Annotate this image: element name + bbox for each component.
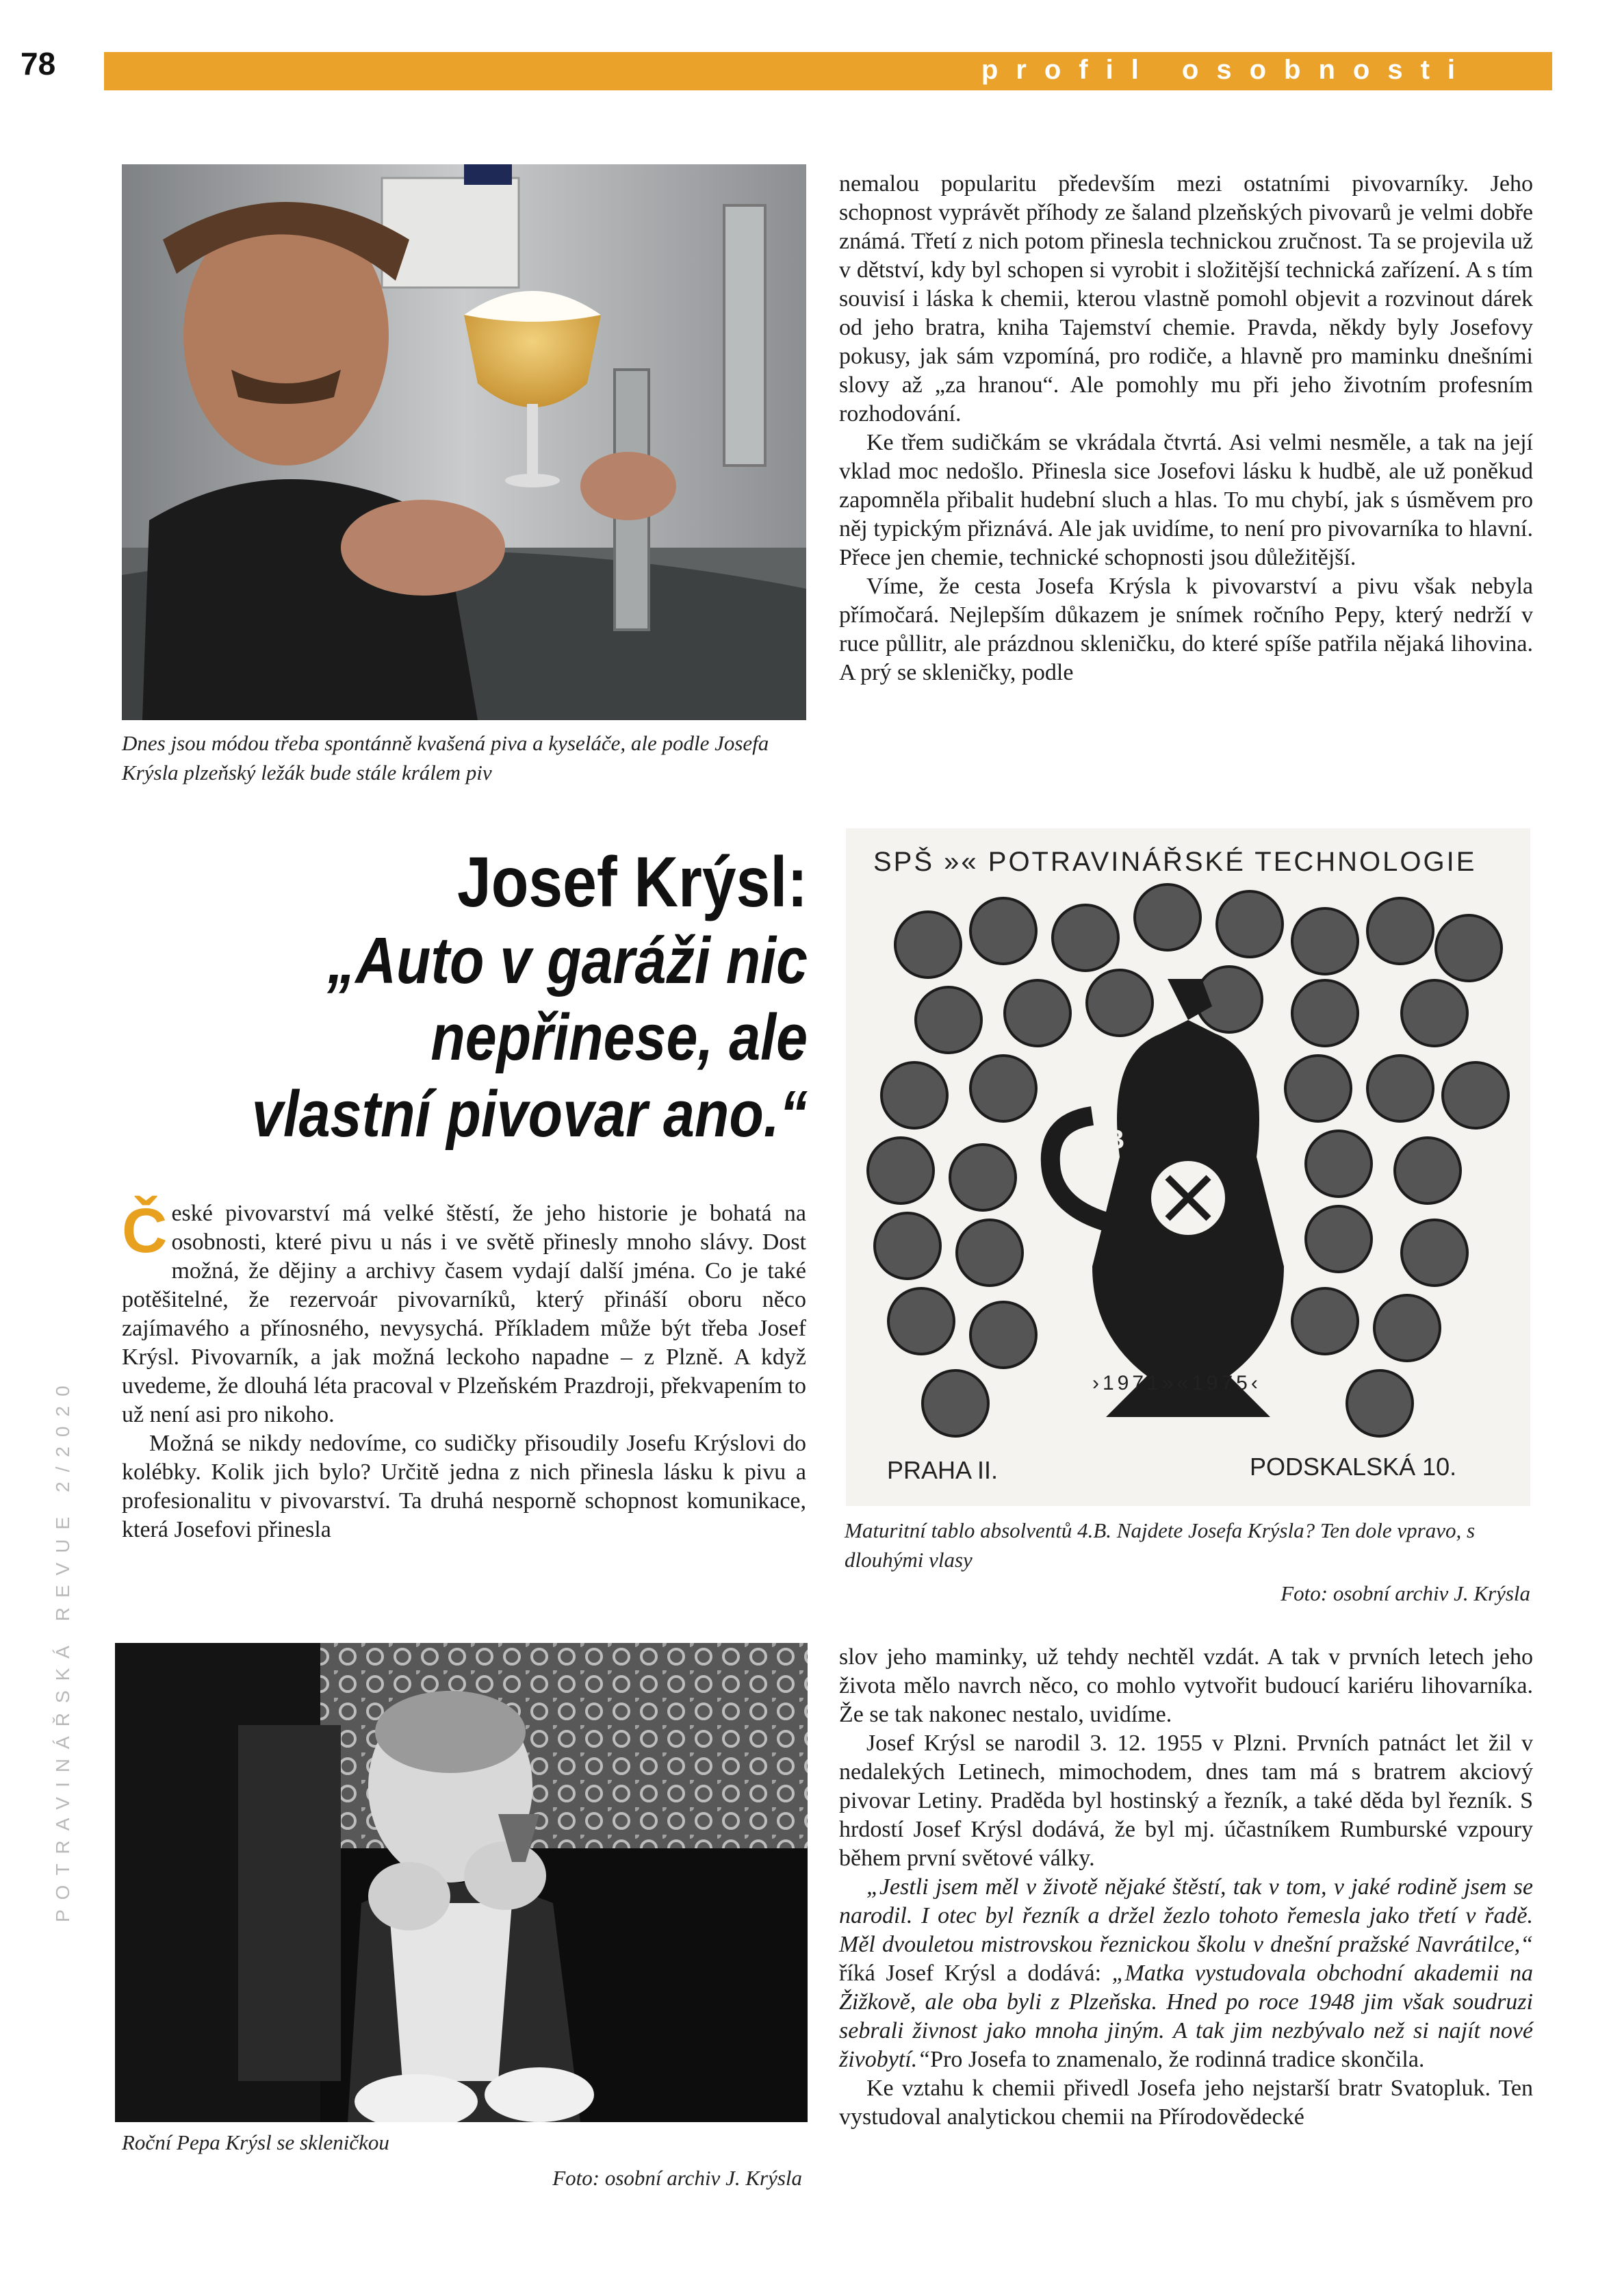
right-column-top-text [839,170,1533,687]
paragraph: Možná se nikdy nedovíme, co sudičky přisoudily Josefu Krýslovi do kolébky. Kolik jich bylo? Určitě jedna z nich přinesla lásku k pivu a profesionalitu v pivovarství. Ta druhá nesporně schopnost komunikace, která Josefovi přinesla [122,1431,806,1542]
quote-tail: Pro Josefa to znamenalo, že rodinná tradice skončila. [930,2047,1425,2072]
right-column-bottom-text [839,1643,1533,2132]
paragraph: slov jeho maminky, už tehdy nechtěl vzdát. A tak v prvních letech jeho života mělo navrch něco, co mohlo vytvořit budoucí kariéru lihovarníka. Že se tak nakonec nestalo, uvidíme. [839,1644,1533,1727]
article-headline [207,842,808,1153]
paragraph: Víme, že cesta Josefa Krýsla k pivovarství a pivu však nebyla přímočará. Nejlepším důkazem je snímek ročního Pepy, který nedrží v ruce půllitr, ale prázdnou skleničku, do které spíše patřila nějaká lihovina. A prý se skleničky, podle [839,574,1533,685]
photo-caption: Dnes jsou módou třeba spontánně kvašená piva a kyseláče, ale podle Josefa Krýsla plzeňský ležák bude stále králem piv [122,731,769,785]
paragraph: Ke třem sudičkám se vkrádala čtvrtá. Asi velmi nesměle, a tak na její vklad moc nedošlo. Přinesla sice Josefovi lásku k hudbě, ale už poněkud zapomněla přibalit hudební sluch a hlas. To mu chybí, jak s úsměvem pro něj typickým přiznává. Ale jak uvidíme, to není pro pivovarníka to hlavní. Přece jen chemie, technické schopnosti jsou důležitější. [839,430,1533,570]
page-number: 78 [21,46,56,81]
paragraph: Ke vztahu k chemii přivedl Josefa jeho nejstarší bratr Svatopluk. Ten vystudoval analytickou chemii na Přírodovědecké [839,2076,1533,2130]
photo-caption: Roční Pepa Krýsl se skleničkou [122,2130,389,2154]
photo-credit: Foto: osobní archiv J. Krýsla [1280,1581,1530,1605]
tablo-years: ›1971»«1975‹ [1092,1372,1261,1394]
left-column-text [122,1196,806,1544]
quote-paragraph [839,1873,1533,2074]
section-header-bar [104,52,1552,90]
section-title: profil osobnosti [981,55,1473,85]
tablo-caption: Maturitní tablo absolventů 4.B. Najdete Josefa Krýsla? Ten dole vpravo, s dlouhými vlasy [845,1518,1476,1572]
headline-quote: „Auto v garáži nic nepřinese, ale vlastní pivovar ano.“ [251,924,808,1151]
drop-cap: Č [122,1196,168,1266]
tablo-bottom-left: PRAHA II. [887,1456,999,1484]
paragraph: nemalou popularitu především mezi ostatními pivovarníky. Jeho schopnost vyprávět příhody ze šaland plzeňských pivovarů je velmi dobře známá. Třetí z nich potom přinesla technickou zručnost. Ta se projevila už v dětství, kdy byl schopen si vyrobit i složitější technická zařízení. A s tím souvisí i láska k chemii, kterou vlastně pomohl objevit a rozvinout dárek od jeho bratra, kniha Tajemství chemie. Pravda, někdy byly Josefovy pokusy, jak sám vzpomíná, pro rodiče, a hlavně pro maminku dnešními slovy až „za hranou“. Ale pomohly mu při jeho životním profesním rozhodování. [839,171,1533,426]
quote-attribution: říká Josef Krýsl a dodává: [839,1961,1112,1986]
graduation-tablo-photo [846,828,1530,1506]
intro-paragraph [122,1196,806,1429]
intro-text: eské pivovarství má velké štěstí, že jeho historie je bohatá na osobnosti, které pivu u nás i ve světě přinesly mnoho slávy. Dost možná, že dějiny a archivy časem vydají další jména. Co je také potěšitelné, že rezervoár pivovarníků, který přináší oboru něco zajímavého a přínosného, nevysychá. Příkladem může být třeba Josef Krýsl. Pivovarník, a jak možná leckoho napadne – z Plzně. A když uvedeme, že dlouhá léta pracoval v Plzeňském Prazdroji, překvapením to už není asi pro nikoho. [122,1201,806,1427]
headline-name: Josef Krýsl: [456,843,808,922]
paragraph: Josef Krýsl se narodil 3. 12. 1955 v Plzni. Prvních patnáct let žil v nedalekých Letinech, mimochodem, dnes tam má s bratrem akciový pivovar Letiny. Praděda byl hostinský a řezník, a také děda byl řezník. S hrdostí Josef Krýsl dodává, že byl mj. účastníkem Rumburské vzpoury během první světové války. [839,1731,1533,1871]
brewer-portrait-photo [122,164,806,720]
tablo-top-text: SPŠ »« POTRAVINÁŘSKÉ TECHNOLOGIE [873,847,1477,877]
child-with-glass-photo [115,1643,808,2122]
quote: „Matka vystudovala obchodní akademii na Žižkově, ale oba byli z Plzeňska. Hned po roce 1948 jim však soudruzi sebrali živnost jako mnoha jiným. A tak jim nezbývalo než si najít nové živobytí.“ [839,1961,1533,2072]
running-side-text: POTRAVINÁŘSKÁ REVUE 2/2020 [52,1376,73,1922]
photo-credit: Foto: osobní archiv J. Krýsla [552,2166,802,2190]
tablo-bottom-right: PODSKALSKÁ 10. [1250,1453,1457,1481]
quote: „Jestli jsem měl v životě nějaké štěstí, tak v tom, v jaké rodině jsem se narodil. I otec byl řezník a držel žezlo tohoto řemesla jako třetí v řadě. Měl dvouletou mistrovskou řeznickou školu v dnešní pražské Navrátilce,“ [839,1874,1533,1957]
tablo-class-label: 4.B [1082,1125,1125,1155]
